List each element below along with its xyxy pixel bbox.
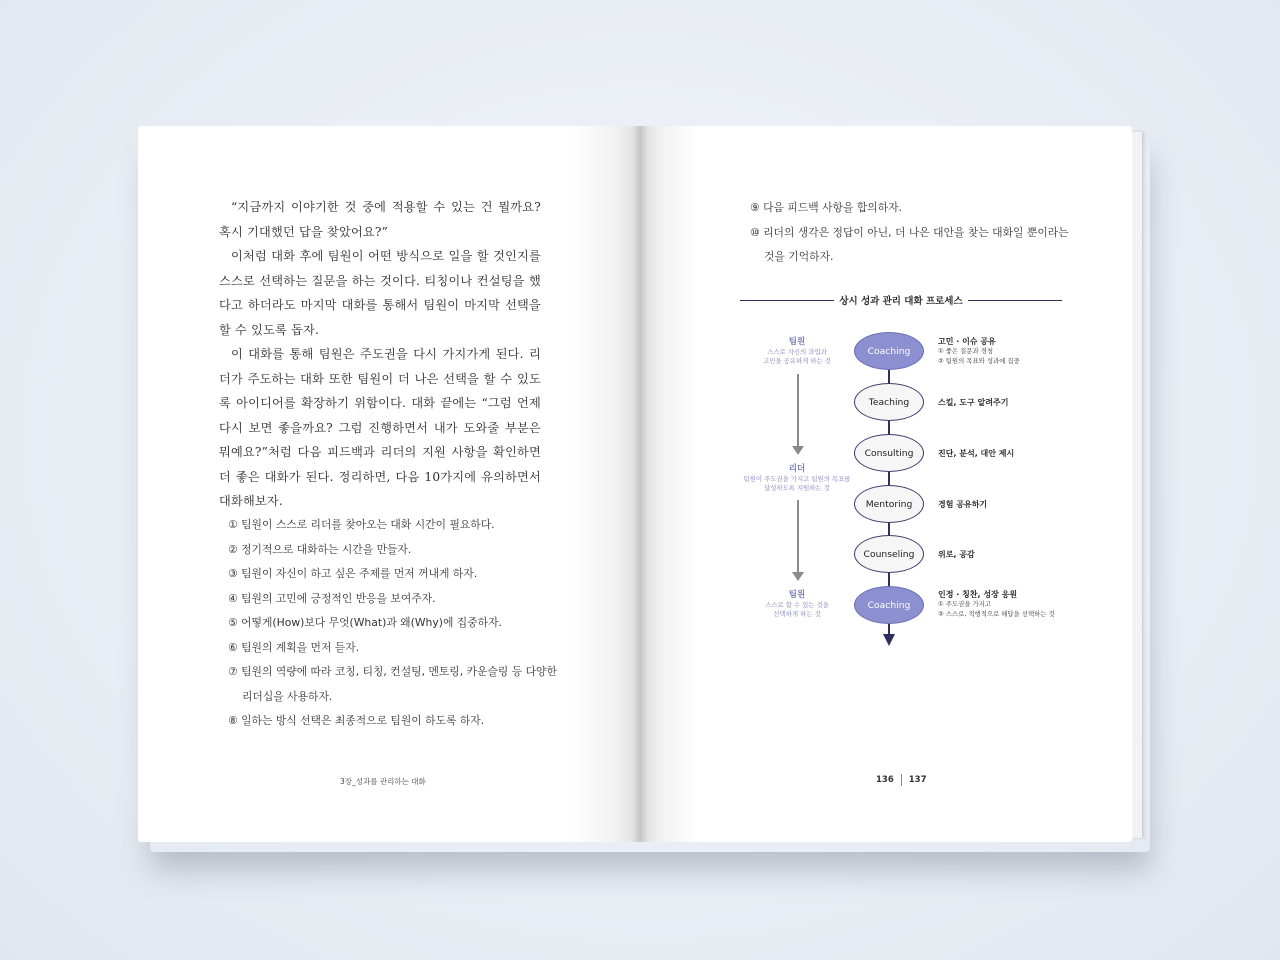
side-label-member-bottom bbox=[742, 589, 852, 619]
page-numbers bbox=[876, 774, 927, 786]
list-item: ② 정기적으로 대화하는 시간을 만들자. bbox=[228, 542, 412, 556]
down-arrow-icon bbox=[792, 446, 804, 455]
node-desc-consulting bbox=[938, 448, 1078, 459]
node-counseling: Counseling bbox=[854, 535, 924, 573]
book-spine bbox=[632, 126, 648, 842]
node-desc-head: 진단, 분석, 대안 제시 bbox=[938, 449, 1015, 458]
left-list bbox=[228, 513, 557, 734]
node-desc-teaching bbox=[938, 397, 1078, 408]
node-desc-head: 스킬, 도구 알려주기 bbox=[938, 398, 1009, 407]
page-number-left: 136 bbox=[876, 775, 894, 785]
node-coaching-end: Coaching bbox=[854, 586, 924, 624]
figure-header bbox=[740, 293, 1062, 309]
list-item: ① 팀원이 스스로 리더를 찾아오는 대화 시간이 필요하다. bbox=[228, 518, 495, 531]
list-item-continued: 것을 기억하자. bbox=[764, 250, 834, 263]
list-item: ⑧ 일하는 방식 선택은 최종적으로 팀원이 하도록 하자. bbox=[228, 714, 485, 727]
node-desc-sub: ① 좋은 질문과 경청 bbox=[938, 347, 994, 355]
paragraph: 이처럼 대화 후에 팀원이 어떤 방식으로 일을 할 것인지를 스스로 선택하는 질문을 하는 것이다. 티칭이나 컨설팅을 했다고 하더라도 마지막 대화를 통해서 팀원이 마지막 선택을 할 수 있도록 돕자. bbox=[219, 249, 541, 337]
node-desc-counseling bbox=[938, 549, 1078, 560]
down-arrow-icon bbox=[792, 572, 804, 581]
node-desc-coaching-start bbox=[938, 336, 1078, 366]
side-label-role: 팀원 bbox=[788, 337, 806, 347]
chapter-footer: 3장_성과를 관리하는 대화 bbox=[340, 777, 426, 786]
right-list bbox=[750, 196, 1070, 270]
arrow-shaft bbox=[797, 500, 799, 572]
side-label-desc: 달성하도록 지원하는 것 bbox=[764, 484, 830, 492]
node-desc-head: 고민 · 이슈 공유 bbox=[938, 337, 996, 346]
process-arrow-icon bbox=[883, 634, 895, 646]
node-coaching-start: Coaching bbox=[854, 332, 924, 370]
side-label-leader bbox=[742, 463, 852, 493]
list-item: ⑥ 팀원의 계획을 먼저 듣자. bbox=[228, 640, 360, 654]
list-item: ④ 팀원의 고민에 긍정적인 반응을 보여주자. bbox=[228, 591, 436, 605]
list-item: ③ 팀원이 자신이 하고 싶은 주제를 먼저 꺼내게 하자. bbox=[228, 567, 478, 580]
node-desc-sub: ② 팀원의 목표와 성과에 집중 bbox=[938, 356, 1020, 365]
list-item: ⑤ 어떻게(How)보다 무엇(What)과 왜(Why)에 집중하자. bbox=[228, 616, 502, 629]
list-item: ⑨ 다음 피드백 사항을 합의하자. bbox=[750, 201, 902, 214]
side-label-role: 팀원 bbox=[788, 590, 806, 600]
list-item: ⑩ 리더의 생각은 정답이 아닌, 더 나은 대안을 찾는 대화일 뿐이라는 bbox=[750, 225, 1069, 239]
paragraph: “지금까지 이야기한 것 중에 적용할 수 있는 건 뭘까요? 혹시 기대했던 답을 찾았어요?” bbox=[219, 200, 541, 239]
side-label-desc: 스스로 자신의 과업과 bbox=[767, 348, 827, 356]
node-consulting: Consulting bbox=[854, 434, 924, 472]
page-number-right: 137 bbox=[908, 775, 927, 785]
page-number-divider bbox=[901, 774, 902, 786]
list-item-continued: 리더십을 사용하자. bbox=[242, 689, 333, 703]
side-label-desc: 선택하게 하는 것 bbox=[773, 610, 821, 618]
side-label-desc: 스스로 할 수 있는 것을 bbox=[765, 601, 829, 609]
node-desc-head: 인정 · 칭찬, 성장 응원 bbox=[938, 590, 1018, 599]
paragraph: 이 대화를 통해 팀원은 주도권을 다시 가지가게 된다. 리더가 주도하는 대화 또한 팀원이 더 나은 선택을 할 수 있도록 아이디어를 확장하기 위함이다. 대화 끝에는 “그럼 언제 다시 보면 좋을까요? 그럼 진행하면서 내가 도와줄 부분은 뭐예요?”처럼 다음 피드백과 리더의 지원 사항을 확인하면 더 좋은 대화가 된다. 정리하면, 다음 10가지에 유의하면서 대화해보자. bbox=[219, 347, 541, 508]
node-mentoring: Mentoring bbox=[854, 485, 924, 523]
node-desc-sub: ① 주도권을 가지고 bbox=[938, 600, 992, 608]
list-item: ⑦ 팀원의 역량에 따라 코칭, 티칭, 컨설팅, 멘토링, 카운슬링 등 다양한 bbox=[228, 665, 557, 678]
figure-title: 상시 성과 관리 대화 프로세스 bbox=[740, 293, 1062, 307]
side-label-desc: 팀원이 주도권을 가지고 팀원의 목표를 bbox=[743, 475, 851, 483]
arrow-shaft bbox=[797, 374, 799, 446]
node-desc-head: 경험 공유하기 bbox=[938, 500, 988, 509]
side-label-role: 리더 bbox=[788, 464, 806, 474]
node-desc-coaching-end bbox=[938, 589, 1078, 619]
side-label-member-top bbox=[742, 336, 852, 366]
node-teaching: Teaching bbox=[854, 383, 924, 421]
node-desc-head: 위로, 공감 bbox=[938, 550, 975, 559]
node-desc-mentoring bbox=[938, 499, 1078, 510]
node-desc-sub: ② 스스로, 적행적으로 해답을 선택하는 것 bbox=[938, 609, 1055, 618]
left-body-text bbox=[219, 195, 541, 514]
side-label-desc: 고민을 공유하게 하는 것 bbox=[763, 357, 831, 365]
